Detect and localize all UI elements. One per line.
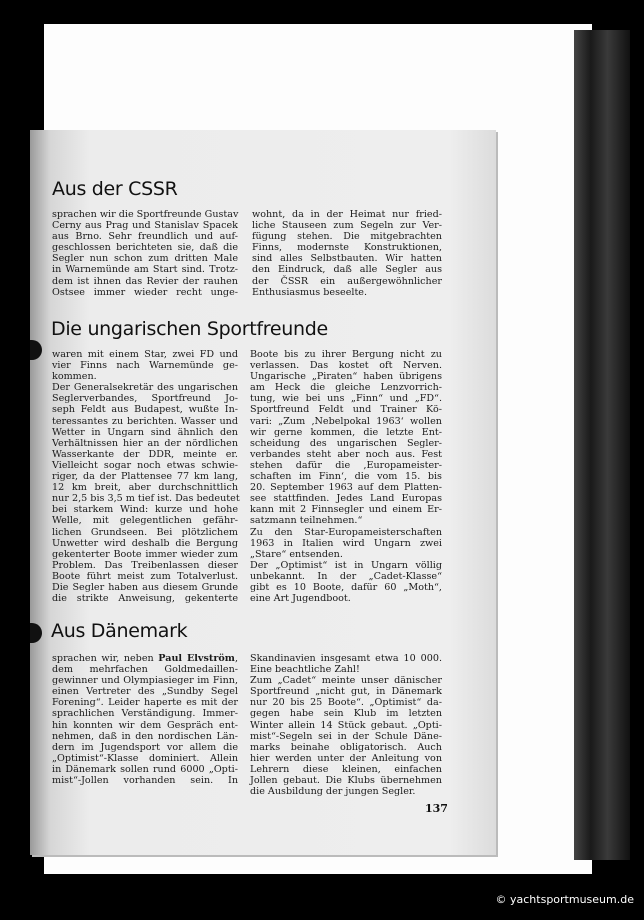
- text-line: [250, 427, 442, 438]
- text-line: [250, 482, 442, 493]
- line-text: in Warnemünde am Start sind. Trotz-: [52, 264, 238, 276]
- text-line: [250, 775, 442, 786]
- line-text: Wetter in Ungarn sind ähnlich den: [52, 426, 238, 438]
- text-line: [52, 382, 238, 393]
- heading-ungarn: Die ungarischen Sportfreunde: [51, 318, 328, 340]
- line-text: mist“-Segeln sei in der Schule Däne-: [250, 730, 442, 742]
- text-line: [250, 527, 442, 538]
- text-line: [250, 438, 442, 449]
- line-text: Problem. Das Treibenlassen dieser: [52, 559, 238, 571]
- text-line: [250, 764, 442, 775]
- text-line: [52, 549, 238, 560]
- text-line: [250, 697, 442, 708]
- punch-hole-icon: [30, 623, 42, 643]
- text-line: [252, 287, 442, 298]
- line-text: dem ist ihnen das Revier der rauhen: [52, 275, 238, 287]
- text-line: [52, 686, 238, 697]
- line-text: bei starkem Wind: kurze und hohe: [52, 504, 238, 516]
- line-text: Seglerverbandes, Sportfreund Jo-: [52, 393, 238, 405]
- line-text: gekenterter Boote immer wieder zum: [52, 548, 238, 560]
- text-line: [52, 775, 238, 786]
- text-line: [52, 582, 238, 593]
- column-cssr-left: [52, 209, 238, 298]
- text-line: [52, 449, 238, 460]
- text-line: [250, 653, 442, 664]
- line-text: sprachen wir die Sportfreunde Gustav: [52, 209, 239, 220]
- line-text: Der Generalsekretär des ungarischen: [52, 382, 238, 394]
- line-text: Welle, mit gelegentlichen gefähr-: [52, 515, 238, 527]
- line-text: sind alles Selbstbauten. Wir hatten: [252, 253, 442, 265]
- text-line: [52, 404, 238, 415]
- line-text: ,: [234, 653, 238, 664]
- line-text: den Eindruck, daß alle Segler aus: [252, 264, 442, 276]
- text-line: [52, 538, 238, 549]
- text-line: [250, 504, 442, 515]
- line-text: Zum „Cadet“ meinte unser dänischer: [250, 675, 442, 687]
- text-line: [52, 471, 238, 482]
- text-line: [252, 253, 442, 264]
- text-line: [52, 349, 238, 360]
- text-line: [52, 708, 238, 719]
- text-line: [52, 220, 238, 231]
- text-line: [250, 742, 442, 753]
- line-text: fügung stehen. Die mitgebrachten: [252, 231, 442, 243]
- text-line: [250, 493, 442, 504]
- text-line: [52, 527, 238, 538]
- text-line: [250, 708, 442, 719]
- text-line: [252, 264, 442, 275]
- line-text: Lehrern diese kleinen, einfachen: [250, 763, 442, 775]
- text-line: [52, 515, 238, 526]
- line-text: aus Brno. Sehr freundlich und auf-: [52, 231, 238, 243]
- line-text: Segler nun schon zum dritten Male: [52, 253, 238, 265]
- text-line: [250, 460, 442, 471]
- line-text: scheidung des ungarischen Segler-: [250, 437, 442, 449]
- line-text: gibt es 10 Boote, dafür 60 „Moth“,: [250, 581, 442, 593]
- text-line: [250, 571, 442, 582]
- line-text: Cerny aus Prag und Stanislav Spacek: [52, 220, 238, 232]
- text-line: [250, 393, 442, 404]
- text-line: [252, 231, 442, 242]
- line-text: Enthusiasmus beseelte.: [252, 286, 368, 298]
- line-text: Finns, modernste Konstruktionen,: [252, 242, 442, 254]
- text-line: [250, 731, 442, 742]
- line-text: 12 km breit, aber durchschnittlich: [52, 482, 238, 494]
- line-text: kann mit 2 Finnsegler und einem Er-: [250, 504, 442, 516]
- line-text: 20. September 1963 auf dem Platten-: [250, 482, 442, 494]
- text-line: [52, 560, 238, 571]
- text-line: [52, 209, 238, 220]
- text-line: [250, 371, 442, 382]
- text-line: [250, 416, 442, 427]
- line-text: Jollen gebaut. Die Klubs übernehmen: [250, 775, 442, 787]
- text-line: [250, 753, 442, 764]
- line-text: Ostsee immer wieder recht unge-: [52, 286, 238, 298]
- line-text: teressantes zu berichten. Wasser und: [52, 415, 238, 427]
- line-text: dem mehrfachen Goldmedaillen-: [52, 664, 238, 676]
- text-line: [52, 242, 238, 253]
- line-text: schaften im Finn‘, die vom 15. bis: [250, 471, 442, 483]
- text-line: [252, 242, 442, 253]
- line-text: die strikte Anweisung, gekenterte: [52, 593, 238, 605]
- line-text: einen Vertreter des „Sundby Segel: [52, 686, 238, 698]
- line-text: am Heck die gleiche Lenzvorrich-: [250, 382, 442, 394]
- text-line: [250, 382, 442, 393]
- text-line: [52, 393, 238, 404]
- column-daenemark-left: [52, 653, 238, 786]
- text-line: [52, 571, 238, 582]
- line-text: unbekannt. In der „Cadet-Klasse“: [250, 570, 442, 582]
- line-text: dern im Jugendsport vor allem die: [52, 741, 238, 753]
- text-line: [52, 664, 238, 675]
- line-text: nehmen, daß in den nordischen Län-: [52, 730, 238, 742]
- line-text: Unwetter wird deshalb die Bergung: [52, 537, 238, 549]
- text-line: [52, 427, 238, 438]
- line-text: Skandinavien insgesamt etwa 10 000.: [250, 653, 442, 664]
- bold-name: Paul Elvström: [158, 653, 235, 664]
- line-text: liche Stauseen zum Segeln zur Ver-: [252, 220, 442, 232]
- line-text: kommen.: [52, 371, 97, 383]
- line-text: in Dänemark sollen rund 6000 „Opti-: [52, 763, 238, 775]
- line-text: nur 20 bis 25 Boote“. „Optimist“ da-: [250, 697, 442, 709]
- punch-hole-icon: [30, 340, 42, 360]
- line-text: Ungarische „Piraten“ haben übrigens: [250, 371, 442, 383]
- line-text: satzmann teilnehmen.“: [250, 515, 363, 527]
- text-line: [52, 460, 238, 471]
- page-number: 137: [425, 802, 448, 815]
- line-text: Wasserkante der DDR, meinte er.: [52, 448, 238, 460]
- line-text: stehen dafür die ‚Europameister-: [250, 459, 442, 471]
- text-line: [52, 438, 238, 449]
- text-line: [252, 276, 442, 287]
- text-line: [250, 675, 442, 686]
- text-line: [52, 720, 238, 731]
- text-line: [52, 371, 238, 382]
- line-text: Zu den Star-Europameisterschaften: [250, 526, 442, 538]
- line-text: vier Finns nach Warnemünde ge-: [52, 360, 238, 372]
- text-line: [52, 253, 238, 264]
- text-line: [250, 449, 442, 460]
- text-line: [52, 731, 238, 742]
- line-text: sprachen wir, neben: [52, 653, 159, 664]
- line-text: Sportfreund „nicht gut, in Dänemark: [250, 686, 442, 698]
- text-line: [52, 653, 238, 664]
- text-line: [250, 538, 442, 549]
- text-line: [252, 209, 442, 220]
- heading-daenemark: Aus Dänemark: [51, 620, 188, 642]
- text-line: [52, 360, 238, 371]
- column-cssr-right: [252, 209, 442, 298]
- line-text: Vielleicht sogar noch etwas schwie-: [52, 459, 238, 471]
- text-line: [250, 560, 442, 571]
- text-line: [52, 753, 238, 764]
- text-line: [52, 276, 238, 287]
- text-line: [250, 593, 442, 604]
- line-text: „Stare“ entsenden.: [250, 548, 343, 560]
- text-line: [250, 686, 442, 697]
- column-daenemark-right: [250, 653, 442, 797]
- line-text: „Optimist“-Klasse dominiert. Allein: [52, 752, 238, 764]
- text-line: [250, 549, 442, 560]
- text-line: [250, 471, 442, 482]
- line-text: waren mit einem Star, zwei FD und: [52, 349, 238, 360]
- line-text: hier werden unter der Anleitung von: [250, 752, 442, 764]
- text-line: [52, 231, 238, 242]
- column-ungarn-right: [250, 349, 442, 604]
- text-line: [52, 287, 238, 298]
- line-text: gegen habe sein Klub im letzten: [250, 708, 442, 720]
- line-text: mist“-Jollen vorhanden sein. In: [52, 775, 238, 787]
- text-line: [250, 404, 442, 415]
- line-text: verlassen. Das kostet oft Nerven.: [250, 360, 442, 372]
- line-text: die Ausbildung der jungen Segler.: [250, 786, 416, 798]
- text-line: [52, 675, 238, 686]
- line-text: Boote bis zu ihrer Bergung nicht zu: [250, 349, 442, 360]
- book-binding-edge: [574, 30, 630, 860]
- text-line: [250, 582, 442, 593]
- line-text: eine Art Jugendboot.: [250, 593, 351, 605]
- text-line: [52, 482, 238, 493]
- text-line: [250, 515, 442, 526]
- line-text: verbandes steht aber noch aus. Fest: [250, 448, 442, 460]
- line-text: tung, wie bei uns „Finn“ und „FD“.: [250, 393, 442, 405]
- line-text: Forening“. Leider haperte es mit der: [52, 697, 238, 709]
- column-ungarn-left: [52, 349, 238, 604]
- text-line: [52, 493, 238, 504]
- text-line: [52, 593, 238, 604]
- line-text: geschlossen berichteten sie, daß die: [52, 242, 238, 254]
- line-text: seph Feldt aus Budapest, wußte In-: [52, 404, 238, 416]
- line-text: marks beinahe obligatorisch. Auch: [250, 741, 442, 753]
- text-line: [250, 720, 442, 731]
- line-text: Die Segler haben aus diesem Grunde: [52, 581, 238, 593]
- text-line: [250, 349, 442, 360]
- text-line: [250, 360, 442, 371]
- line-text: riger, da der Plattensee 77 km lang,: [52, 471, 238, 483]
- copyright-notice: © yachtsportmuseum.de: [495, 893, 634, 906]
- line-text: see stattfinden. Jedes Land Europas: [250, 493, 442, 505]
- text-line: [252, 220, 442, 231]
- text-line: [52, 764, 238, 775]
- line-text: 1963 in Italien wird Ungarn zwei: [250, 537, 442, 549]
- line-text: Eine beachtliche Zahl!: [250, 664, 360, 676]
- line-text: vari: „Zum ‚Nebelpokal 1963‘ wollen: [250, 415, 442, 427]
- line-text: Boote führt meist zum Totalverlust.: [52, 570, 238, 582]
- text-line: [250, 664, 442, 675]
- line-text: sprachlichen Verständigung. Immer-: [52, 708, 238, 720]
- text-line: [52, 416, 238, 427]
- heading-cssr: Aus der CSSR: [52, 178, 178, 200]
- text-line: [250, 786, 442, 797]
- line-text: wohnt, da in der Heimat nur fried-: [252, 209, 442, 220]
- text-line: [52, 697, 238, 708]
- line-text: gewinner und Olympiasieger im Finn,: [52, 675, 238, 687]
- line-text: Verhältnissen hier an der nördlichen: [52, 437, 238, 449]
- line-text: wir gerne kommen, die letzte Ent-: [250, 426, 442, 438]
- text-line: [52, 264, 238, 275]
- line-text: lichen Grundseen. Bei plötzlichem: [52, 526, 238, 538]
- line-text: hin konnten wir dem Gespräch ent-: [52, 719, 238, 731]
- line-text: nur 2,5 bis 3,5 m tief ist. Das bedeutet: [52, 493, 240, 505]
- text-line: [52, 742, 238, 753]
- text-line: [52, 504, 238, 515]
- line-text: Winter allein 14 Stück gebaut. „Opti-: [250, 719, 442, 731]
- line-text: Der „Optimist“ ist in Ungarn völlig: [250, 559, 442, 571]
- line-text: der ČSSR ein außergewöhnlicher: [252, 275, 442, 287]
- line-text: Sportfreund Feldt und Trainer Kö-: [250, 404, 442, 416]
